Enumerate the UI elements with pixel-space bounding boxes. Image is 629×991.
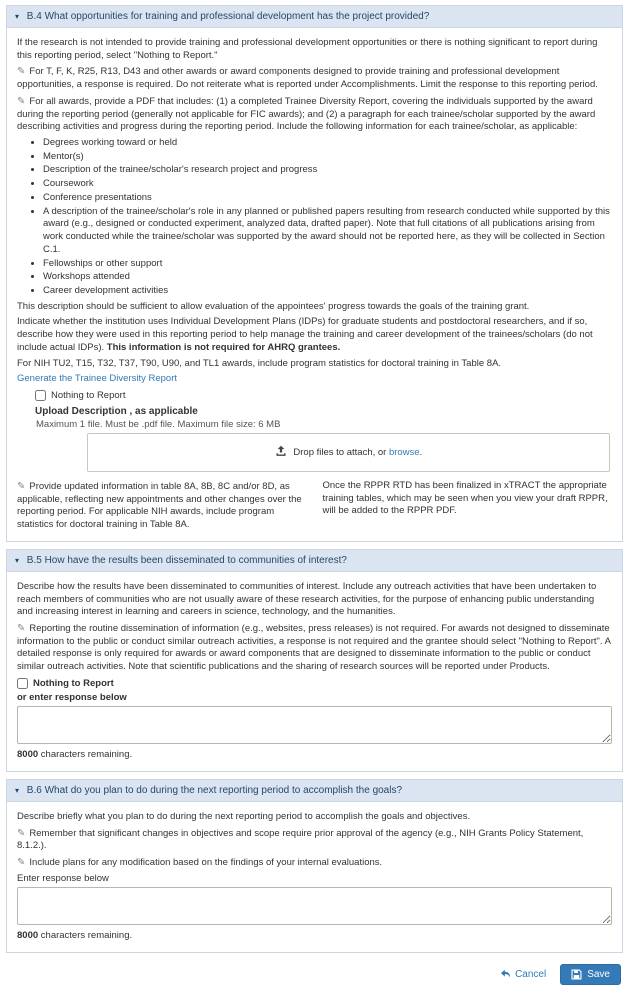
section-b4-body xyxy=(7,28,622,541)
undo-arrow-icon xyxy=(500,969,511,980)
b5-nothing-to-report-row xyxy=(17,678,612,689)
b5-characters-remaining xyxy=(17,749,612,760)
cancel-button-label: Cancel xyxy=(515,968,547,980)
b4-nothing-to-report-checkbox[interactable] xyxy=(35,390,46,401)
b5-intro-text: Describe how the results have been disseminated to communities of interest. Include any outreach activities that have been undertaken to reach members of communities who are not usually aware of these research activities, for the purpose of enhancing public understanding and increasing interest in learning and careers in science, technology, and the humanities. xyxy=(17,580,597,618)
b4-bullet-item: • Career development activities xyxy=(43,285,612,298)
b4-intro-text: If the research is not intended to provide training and professional development opportunities or there is nothing significant to report during this reporting period, select "Nothing to Report." xyxy=(17,37,598,61)
b4-instruction-1 xyxy=(17,65,612,91)
b4-upload-title: Upload Description , as applicable xyxy=(35,405,198,417)
b5-instruction-1 xyxy=(17,622,612,674)
b4-bullet-item: • Description of the trainee/scholar's research project and progress xyxy=(43,164,612,177)
save-button-label: Save xyxy=(587,968,610,980)
b4-bullet-item: • Degrees working toward or held xyxy=(43,137,612,150)
section-b6-body xyxy=(7,802,622,952)
b4-nothing-to-report-label: Nothing to Report xyxy=(51,389,126,401)
generate-trainee-diversity-report-link[interactable]: Generate the Trainee Diversity Report xyxy=(17,373,177,385)
b6-intro-text: Describe briefly what you plan to do during the next reporting period to accomplish the goals and objectives. xyxy=(17,810,471,822)
b4-instruction-2 xyxy=(17,95,612,134)
b4-tables-note-left-text: Provide updated information in table 8A, 8B, 8C and/or 8D, as applicable, reflecting new appointments and other changes over the reporting period. For applicable NIH awards, include program statistics for doctoral training in Table 8A. xyxy=(17,480,302,531)
dropzone-text: Drop files to attach, or xyxy=(293,446,387,458)
b4-evaluation-note: This description should be sufficient to allow evaluation of the appointees' progress towards the goals of the training grant. xyxy=(17,300,530,312)
b5-response-textarea[interactable] xyxy=(17,706,612,744)
b6-instruction-2 xyxy=(17,856,612,870)
section-b5 xyxy=(6,549,623,772)
b6-response-textarea[interactable] xyxy=(17,887,612,925)
b4-tables-note-left xyxy=(17,480,307,532)
b4-bullet-item: • Mentor(s) xyxy=(43,151,612,164)
upload-icon xyxy=(275,449,290,460)
b4-generate-link-line xyxy=(17,373,612,386)
collapse-caret-icon: ▾ xyxy=(15,12,20,21)
pencil-icon: ✎ xyxy=(17,480,26,492)
b4-instruction-1-text: For T, F, K, R25, R13, D43 and other awards or award components designed to provide training and professional development opportunities, a response is required. Do not reiterate what is reported under Accomplishments. Limit the response to this reporting period. xyxy=(17,66,598,91)
b4-bullet-item: • A description of the trainee/scholar's role in any planned or published papers resulting from research conducted while supported by this award (e.g., designed or conducted experiment, analyzed data, drafted paper). Note that full citations of all publications arising from work conducted while the trainee/scholar was supported by the award should not be reported here, as they will be collected in Section C.1. xyxy=(43,206,612,257)
b6-characters-label: characters remaining. xyxy=(40,929,133,941)
b5-or-enter-label: or enter response below xyxy=(17,691,127,703)
section-b5-body xyxy=(7,572,622,771)
b4-bullet-list xyxy=(17,137,612,298)
section-b4 xyxy=(6,5,623,542)
file-dropzone[interactable] xyxy=(87,433,610,472)
pencil-icon: ✎ xyxy=(17,857,26,869)
save-disk-icon xyxy=(571,969,582,980)
b5-nothing-to-report-label: Nothing to Report xyxy=(33,677,114,689)
save-button[interactable] xyxy=(560,964,621,985)
upload-arrow-glyph xyxy=(275,445,287,457)
b4-bullet-item: • Workshops attended xyxy=(43,271,612,284)
section-b4-title: B.4 What opportunities for training and professional development has the project provided? xyxy=(26,11,430,22)
dropzone-text-suffix: . xyxy=(419,446,423,458)
pencil-icon: ✎ xyxy=(17,95,26,107)
form-footer xyxy=(6,960,623,987)
section-b6 xyxy=(6,779,623,953)
b6-characters-count: 8000 xyxy=(17,929,39,941)
section-b6-title: B.6 What do you plan to do during the next reporting period to accomplish the goals? xyxy=(26,784,403,796)
b4-bullet-item: • Coursework xyxy=(43,178,612,191)
b5-nothing-to-report-checkbox[interactable] xyxy=(17,678,28,689)
collapse-caret-icon: ▾ xyxy=(15,555,20,565)
pencil-icon: ✎ xyxy=(17,623,26,634)
b6-enter-response-label: Enter response below xyxy=(17,872,109,884)
b6-instruction-1 xyxy=(17,827,612,853)
b4-idp-bold-text: This information is not required for AHRQ grantees. xyxy=(106,341,341,353)
b4-idp-text: Indicate whether the institution uses Individual Development Plans (IDPs) for graduate students and postdoctoral researchers, and if so, describe how they were used in this reporting period to help manage the training and career development of the trainees/scholars (do not include actual IDPs). xyxy=(17,316,593,353)
cancel-button[interactable] xyxy=(500,969,546,980)
b4-tables-note-right: Once the RPPR RTD has been finalized in xTRACT the appropriate training tables, which may be seen when you view your draft RPPR, will be added to the RPPR PDF. xyxy=(322,479,608,517)
b4-tables-notes xyxy=(17,480,612,532)
b5-characters-label: characters remaining. xyxy=(40,748,133,760)
pencil-icon: ✎ xyxy=(17,66,26,78)
section-b6-header[interactable] xyxy=(7,780,622,802)
b6-instruction-2-text: Include plans for any modification based on the findings of your internal evaluations. xyxy=(29,857,383,869)
b6-instruction-1-text: Remember that significant changes in objectives and scope require prior approval of the agency (e.g., NIH Grants Policy Statement, 8.1.2.). xyxy=(17,827,584,852)
section-b5-title: B.5 How have the results been disseminated to communities of interest? xyxy=(26,554,347,566)
b4-idp-paragraph xyxy=(17,316,612,354)
b4-bullet-item: • Fellowships or other support xyxy=(43,258,612,271)
b6-characters-remaining xyxy=(17,930,612,941)
b4-upload-hint: Maximum 1 file. Must be .pdf file. Maximum file size: 6 MB xyxy=(36,418,281,430)
browse-link[interactable]: browse xyxy=(388,446,420,458)
pencil-icon: ✎ xyxy=(17,827,26,839)
b4-instruction-2-text: For all awards, provide a PDF that includes: (1) a completed Trainee Diversity Report, covering the individuals supported by the award during the reporting period (generally not applicable for FIC awards); and (2) a paragraph for each trainee/scholar supported by the award describing activities and progress during the reporting period. Include the following information for each trainee/scholar, as applicable: xyxy=(17,95,596,133)
collapse-caret-icon: ▾ xyxy=(15,785,20,795)
b4-bullet-item: • Conference presentations xyxy=(43,192,612,205)
b5-instruction-1-text: Reporting the routine dissemination of information (e.g., websites, press releases) is not required. For awards not designed to disseminate information to the public or conduct similar outreach activities, a response is not required and the grantee should select "Nothing to Report". A detailed response is only required for awards or award components that are designed to disseminate information to the public or conduct similar outreach activities. Note that scientific publications and the sharing of research sources will be reported under Products. xyxy=(17,623,611,673)
section-b4-header[interactable] xyxy=(7,6,622,28)
section-b5-header[interactable] xyxy=(7,550,622,572)
b5-characters-count: 8000 xyxy=(17,748,39,760)
b4-nothing-to-report-row xyxy=(35,390,612,401)
b4-table8a-note: For NIH TU2, T15, T32, T37, T90, U90, and TL1 awards, include program statistics for doctoral training in Table 8A. xyxy=(17,357,502,369)
